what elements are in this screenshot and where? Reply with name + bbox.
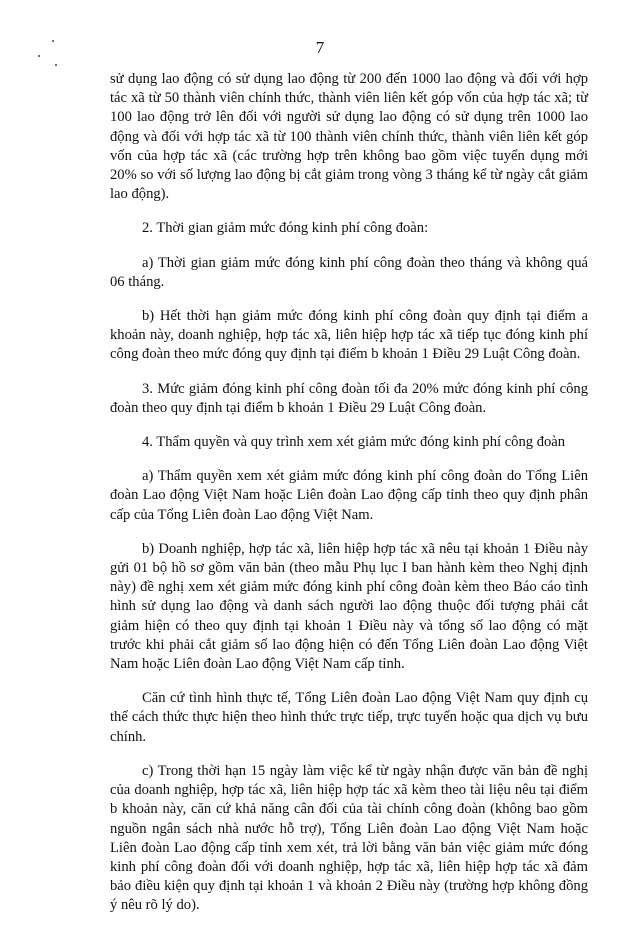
body-text xyxy=(110,70,588,931)
paragraph-4c: c) Trong thời hạn 15 ngày làm việc kể từ ngày nhận được văn bản đề nghị của doanh nghiệp, hợp tác xã, liên hiệp hợp tác xã kèm theo tài liệu nêu tại điểm b khoản này, căn cứ khả năng cân đối của tài chính công đoàn (không bao gồm nguồn ngân sách nhà nước hỗ trợ), Tổng Liên đoàn Lao động Việt Nam hoặc Liên đoàn Lao động cấp tỉnh xem xét, trả lời bằng văn bản việc giảm mức đóng kinh phí công đoàn đối với doanh nghiệp, hợp tác xã, liên hiệp hợp tác xã đảm bảo điều kiện quy định tại khoản 1 và khoản 2 Điều này (trường hợp không đồng ý nêu rõ lý do). xyxy=(110,762,588,914)
page-number: 7 xyxy=(315,38,325,57)
paragraph-section-2-heading: 2. Thời gian giảm mức đóng kinh phí công đoàn: xyxy=(142,220,429,237)
paragraph-4a: a) Thẩm quyền xem xét giảm mức đóng kinh phí công đoàn do Tổng Liên đoàn Lao động Việt Nam hoặc Liên đoàn Lao động cấp tỉnh theo quy định phân cấp của Tổng Liên đoàn Lao động Việt Nam. xyxy=(110,468,588,523)
paragraph-4b: b) Doanh nghiệp, hợp tác xã, liên hiệp hợp tác xã nêu tại khoản 1 Điều này gửi 01 bộ hồ sơ gồm văn bản (theo mẫu Phụ lục I ban hành kèm theo Nghị định này) đề nghị xem xét giảm mức đóng kinh phí công đoàn kèm theo Báo cáo tình hình sử dụng lao động và danh sách người lao động thuộc đối tượng phải cắt giảm hiện có theo quy định tại khoản 1 Điều này và tổng số lao động có mặt trước khi phải cắt giảm số lao động hiện có đến Tổng Liên đoàn Lao động Việt Nam hoặc Liên đoàn Lao động Việt Nam cấp tỉnh. xyxy=(110,540,588,673)
paragraph-2a: a) Thời gian giảm mức đóng kinh phí công đoàn theo tháng và không quá 06 tháng. xyxy=(110,254,588,290)
paragraph-section-4-heading: 4. Thẩm quyền và quy trình xem xét giảm mức đóng kinh phí công đoàn xyxy=(142,434,566,451)
paragraph-continuation: sử dụng lao động có sử dụng lao động từ 200 đến 1000 lao động và đối với hợp tác xã từ 50 thành viên chính thức, thành viên liên kết góp vốn của hợp tác xã; từ 100 lao động trở lên đối với người sử dụng lao động có sử dụng trên 1000 lao động và đối với hợp tác xã từ 100 thành viên chính thức, thành viên liên kết góp vốn của hợp tác xã (các trường hợp trên không bao gồm việc tuyển dụng mới 20% so với số lượng lao động bị cắt giảm trong vòng 3 tháng kể từ ngày cắt giảm lao động). xyxy=(110,71,588,203)
paragraph-2b: b) Hết thời hạn giảm mức đóng kinh phí công đoàn quy định tại điểm a khoản này, doanh nghiệp, hợp tác xã, liên hiệp hợp tác xã tiếp tục đóng kinh phí công đoàn theo mức đóng quy định tại điểm b khoản 1 Điều 29 Luật Công đoàn. xyxy=(110,308,588,363)
scan-speck xyxy=(55,64,57,66)
paragraph-section-3: 3. Mức giảm đóng kinh phí công đoàn tối đa 20% mức đóng kinh phí công đoàn theo quy định tại điểm b khoản 1 Điều 29 Luật Công đoàn. xyxy=(110,380,588,416)
paragraph-4b-note: Căn cứ tình hình thực tế, Tổng Liên đoàn Lao động Việt Nam quy định cụ thể cách thức thực hiện theo hình thức trực tiếp, trực tuyến hoặc qua dịch vụ bưu chính. xyxy=(110,690,588,745)
